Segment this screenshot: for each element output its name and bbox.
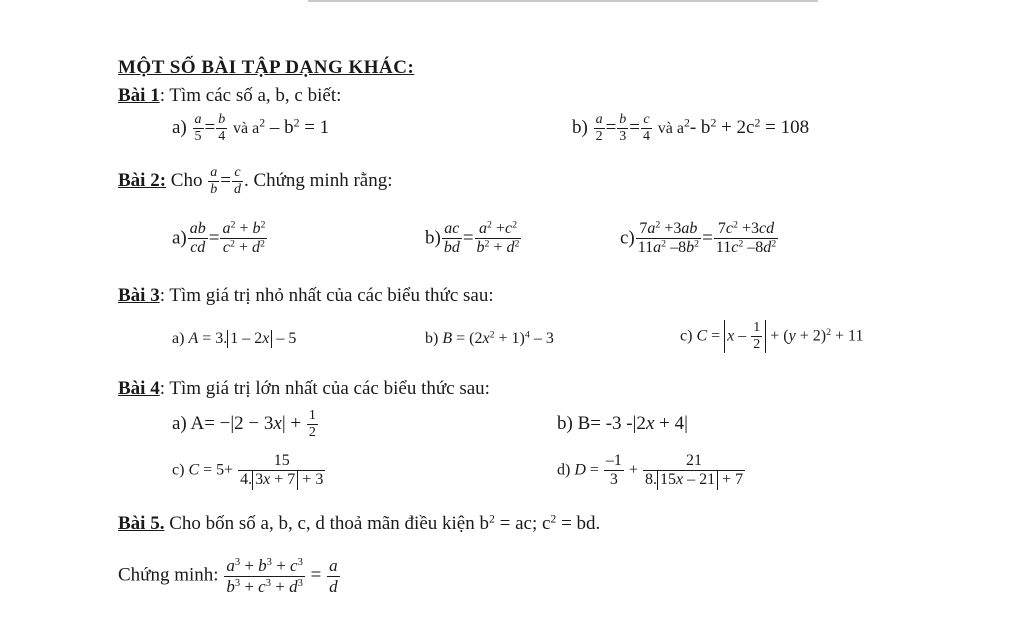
bai5-text3: = bd. bbox=[556, 513, 601, 534]
bai5-prove-label: Chứng minh: bbox=[118, 564, 219, 586]
bai3-title bbox=[118, 285, 494, 307]
bai1-a: a) $\frac{a}{5}$ = $\frac{b}{4}$ và $a^2 - b^2 = 1$ bbox=[172, 112, 330, 145]
top-rule bbox=[308, 0, 818, 2]
bai2-label: Bài 2: bbox=[118, 169, 167, 191]
bai2-a-label: a) bbox=[172, 227, 187, 249]
bai3-a: a) A = 3. 1 – 2x – 5 bbox=[172, 330, 297, 347]
bai5-title: Bài 5. Cho bốn số a, b, c, d thoả mãn điều kiện $b^2$ = ac; $c^2$ = bd. bbox=[118, 512, 601, 534]
bai4-title bbox=[118, 378, 490, 400]
bai5-text: Cho bốn số a, b, c, d thoả mãn điều kiện b bbox=[164, 513, 489, 534]
bai1-a-tail: và a bbox=[232, 119, 260, 137]
bai3-b: b) $B = (2x^2 + 1)^4 - 3$ bbox=[425, 329, 554, 347]
bai2-title: Bài 2: Cho $\frac{a}{b}$ = $\frac{c}{d}$ . Chứng minh rằng: bbox=[118, 165, 393, 198]
bai1-b-tail: và a bbox=[657, 119, 684, 137]
bai2-c-label: c) bbox=[620, 227, 635, 249]
bai2-b: b) $\frac{ac}{bd}$ = $\frac{a^2 +c^2}{b^2 + d^2}$ bbox=[425, 219, 520, 257]
bai3-a-label: a) bbox=[172, 330, 185, 347]
bai4-label: Bài 4 bbox=[118, 378, 160, 399]
bai4-c: c) C = 5+ $\frac{15}{4. 3x + 7 + 3}$ bbox=[172, 452, 324, 489]
bai3-b-label: b) bbox=[425, 330, 439, 347]
bai2-text-pre: Cho bbox=[170, 169, 203, 191]
bai1-b-eq: = 108 bbox=[765, 116, 810, 138]
bai2-c: c) $\frac{7a^2 +3ab}{11a^2 -8b^2}$ = $\frac{7c^2 +3cd}{11c^2 -8d^2}$ bbox=[620, 219, 777, 257]
frac-b-4: $\frac{b}{4}$ bbox=[218, 112, 226, 145]
bai3-label: Bài 3 bbox=[118, 285, 160, 306]
bai1-a-eq: = 1 bbox=[304, 116, 330, 138]
bai5-prove: Chứng minh: $\frac{a^3 + b^3 + c^3}{b^3 + c^3 + d^3}$ = $\frac{a}{d}$ bbox=[118, 556, 338, 596]
page-heading: MỘT SỐ BÀI TẬP DẠNG KHÁC: bbox=[118, 57, 415, 78]
bai1-a-label: a) bbox=[172, 116, 187, 138]
bai1-b-label: b) bbox=[572, 116, 588, 138]
bai4-a-label: a) bbox=[172, 412, 187, 434]
bai4-text: : Tìm giá trị lớn nhất của các biểu thức sau: bbox=[159, 378, 490, 399]
bai4-c-label: c) bbox=[172, 461, 185, 479]
bai5-label: Bài 5. bbox=[118, 513, 165, 534]
bai2-b-label: b) bbox=[425, 227, 441, 249]
bai2-text-post: . Chứng minh rằng: bbox=[243, 169, 393, 191]
bai3-c: c) C = x – $\frac{1}{2}$ + $(y + 2)^2 + 11$ bbox=[680, 320, 864, 353]
bai3-text: : Tìm giá trị nhỏ nhất của các biểu thức sau: bbox=[159, 285, 494, 306]
bai3-c-label: c) bbox=[680, 327, 693, 345]
bai4-a: a) A= −|2 − 3x| + $\frac{1}{2}$ bbox=[172, 408, 316, 441]
bai5-text2: = ac; c bbox=[494, 513, 551, 534]
bai1-text: : Tìm các số a, b, c biết: bbox=[159, 85, 342, 106]
bai1-b: b) $\frac{a}{2}$ = $\frac{b}{3}$ = $\frac{c}{4}$ và $a^2-$ $b^2 + 2c^2 = 108$ bbox=[572, 112, 810, 145]
bai1-label: Bài 1 bbox=[118, 85, 160, 106]
frac-a-5: $\frac{a}{5}$ bbox=[194, 112, 202, 145]
bai4-b-label: b) bbox=[557, 413, 573, 434]
bai2-a: a) $\frac{ab}{cd}$ = $\frac{a^2 + b^2}{c^2 + d^2}$ bbox=[172, 219, 266, 257]
bai1-title bbox=[118, 85, 341, 107]
bai4-d-label: d) bbox=[557, 461, 571, 479]
bai4-b: b) B= -3 -|2x + 4| bbox=[557, 413, 688, 434]
bai4-d: d) D = $\frac{-1}{3}$ + $\frac{21}{8. 15x - 21 + 7}$ bbox=[557, 452, 744, 489]
